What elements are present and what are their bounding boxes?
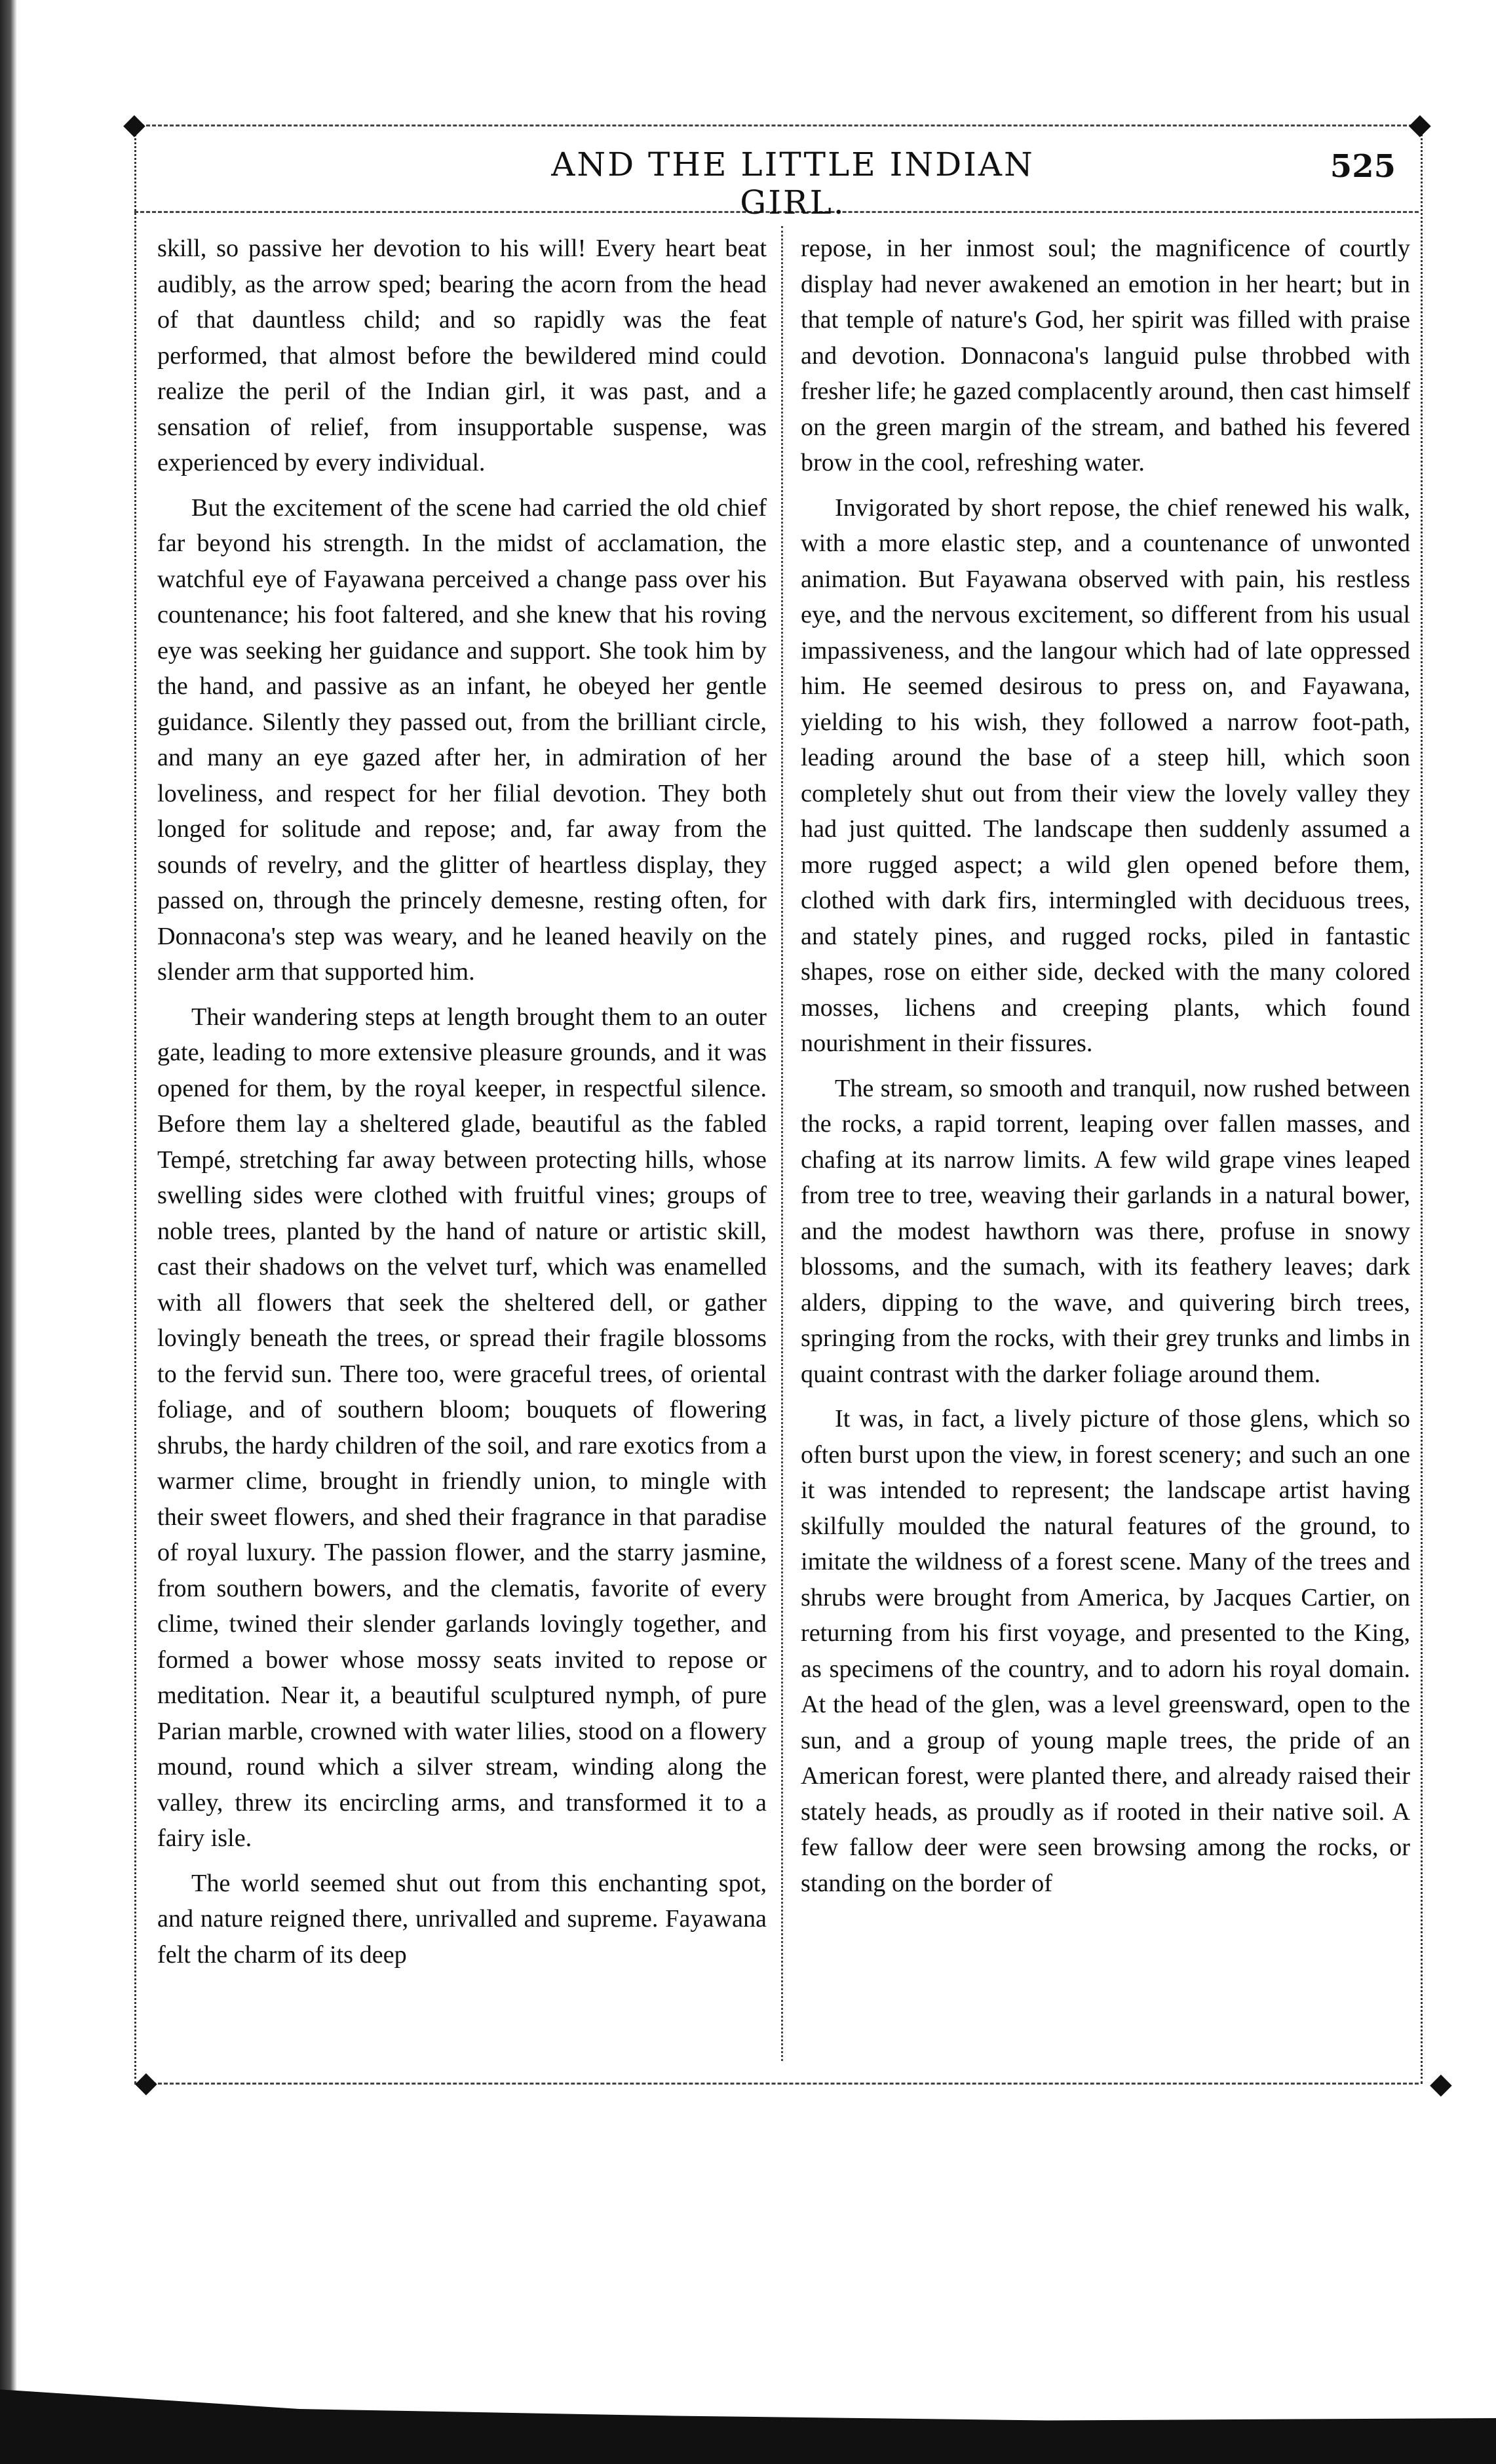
paragraph: The world seemed shut out from this enchanting spot, and nature reigned there, unrivalled and supreme. Fayawana felt the charm of its deep [157, 1869, 767, 1969]
paragraph: But the excitement of the scene had carried the old chief far beyond his strength. In the midst of acclamation, the watchful eye of Fayawana perceived a change pass over his countenance; his foot faltered, and she knew that his roving eye was seeking her guidance and support. She took him by the hand, and passive as an infant, he obeyed her gentle guidance. Silently they passed out, from the brilliant circle, and many an eye gazed after her, in admiration of her loveliness, and respect for her filial devotion. They both longed for solitude and repose; and, far away from the sounds of revelry, and the glitter of heartless display, they passed on, through the princely demesne, resting often, for Donnacona's step was weary, and he leaned heavily on the slender arm that supported him. [157, 493, 767, 986]
scan-shadow-left [0, 0, 17, 2464]
column-divider [781, 226, 783, 2061]
paragraph: repose, in her inmost soul; the magnificence of courtly display had never awakened an emotion in her heart; but in that temple of nature's God, her spirit was filled with praise and devotion. Donnacona's languid pulse throbbed with fresher life; he gazed complacently around, then cast himself on the green margin of the stream, and bathed his fevered brow in the cool, refreshing water. [801, 235, 1410, 476]
text-column-right [801, 231, 1410, 2052]
paragraph: The stream, so smooth and tranquil, now rushed between the rocks, a rapid torrent, leaping over fallen masses, and chafing at its narrow limits. A few wild grape vines leaped from tree to tree, weaving their garlands in a natural bower, and the modest hawthorn was there, profuse in snowy blossoms, and the sumach, with its feathery leaves; dark alders, dipping to the wave, and quivering birch trees, springing from the rocks, with their grey trunks and limbs in quaint contrast with the darker foliage around them. [801, 1074, 1410, 1388]
scan-shadow-bottom [0, 2349, 1496, 2464]
ornament-top-right-icon: ◆ [1409, 107, 1431, 141]
ornament-top-left-icon: ◆ [123, 107, 145, 141]
paragraph: Invigorated by short repose, the chief renewed his walk, with a more elastic step, and a countenance of unwonted animation. But Fayawana observed with pain, his restless eye, and the nervous excitement, so different from his usual impassiveness, and the langour which had of late oppressed him. He seemed desirous to press on, and Fayawana, yielding to his wish, they followed a narrow foot-path, leading around the base of a steep hill, which soon completely shut out from their view the lovely valley they had just quitted. The landscape then suddenly assumed a more rugged aspect; a wild glen opened before them, clothed with dark firs, intermingled with deciduous trees, and stately pines, and rugged rocks, piled in fantastic shapes, rose on either side, decked with the many colored mosses, lichens and creeping plants, which found nourishment in their fissures. [801, 493, 1410, 1057]
paragraph: skill, so passive her devotion to his will! Every heart beat audibly, as the arrow sped; bearing the acorn from the head of that dauntless child; and so rapidly was the feat performed, that almost before the bewildered mind could realize the peril of the Indian girl, it was past, and a sensation of relief, from insupportable suspense, was experienced by every individual. [157, 235, 767, 476]
text-column-left [157, 231, 767, 2052]
paragraph: Their wandering steps at length brought them to an outer gate, leading to more extensive pleasure grounds, and it was opened for them, by the royal keeper, in respectful silence. Before them lay a sheltered glade, beautiful as the fabled Tempé, stretching far away between protecting hills, whose swelling sides were clothed with fruitful vines; groups of noble trees, planted by the hand of nature or artistic skill, cast their shadows on the velvet turf, which was enamelled with all flowers that seek the sheltered dell, or gather lovingly beneath the trees, or spread their fragile blossoms to the fervid sun. There too, were graceful trees, of oriental foliage, and of southern bloom; bouquets of flowering shrubs, the hardy children of the soil, and rare exotics from a warmer clime, brought in friendly union, to mingle with their sweet flowers, and shed their fragrance in that paradise of royal luxury. The passion flower, and the starry jasmine, from southern bowers, and the clematis, favorite of every clime, twined their slender garlands lovingly together, and formed a bower whose mossy seats invited to repose or meditation. Near it, a beautiful sculptured nymph, of pure Parian marble, crowned with water lilies, stood on a flowery mound, round which a silver stream, winding along the valley, threw its encircling arms, and transformed it to a fairy isle. [157, 1003, 767, 1852]
running-title: AND THE LITTLE INDIAN GIRL. [551, 145, 1035, 221]
bottom-border-rule [134, 2083, 1419, 2085]
paragraph: It was, in fact, a lively picture of those glens, which so often burst upon the view, in forest scenery; and such an one it was intended to represent; the landscape artist having skilfully moulded the natural features of the ground, to imitate the wildness of a forest scene. Many of the trees and shrubs were brought from America, by Jacques Cartier, on returning from his first voyage, and presented to the King, as specimens of the country, and to adorn his royal domain. At the head of the glen, was a level greensward, open to the sun, and a group of young maple trees, the pride of an American forest, were planted there, and already raised their stately heads, as proudly as if rooted in their native soil. A few fallow deer were seen browsing among the rocks, or standing on the border of [801, 1405, 1410, 1897]
top-border-rule [134, 125, 1419, 126]
ornament-bottom-right-icon: ◆ [1430, 2067, 1452, 2100]
ornament-bottom-left-icon: ◆ [135, 2066, 157, 2099]
page-number: 525 [1330, 148, 1396, 185]
